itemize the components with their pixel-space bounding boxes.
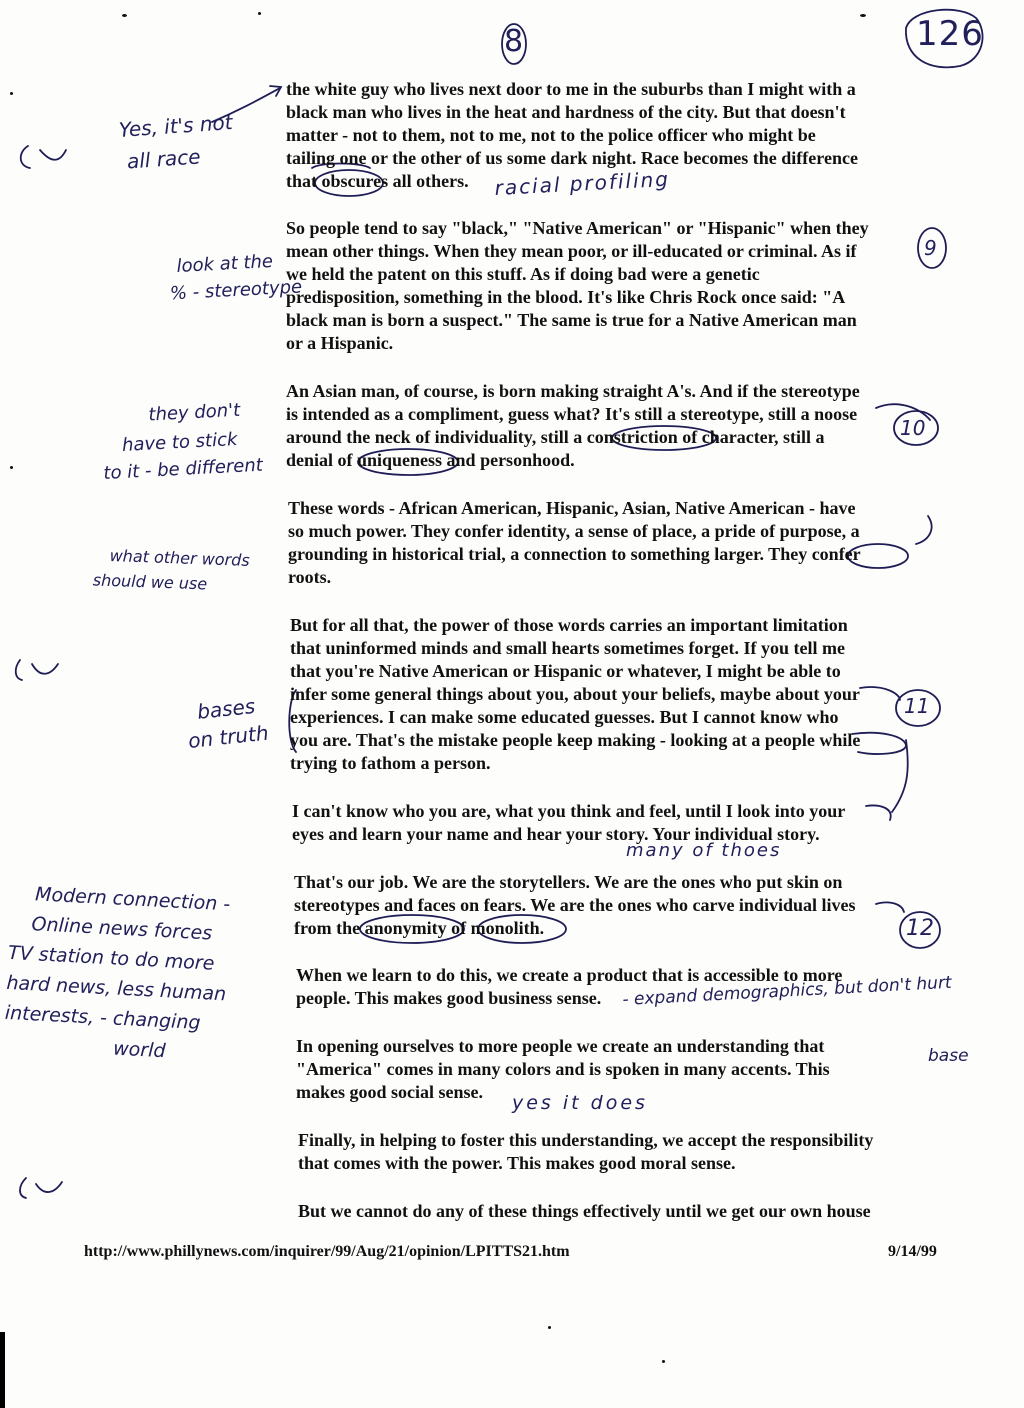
margin-number-10: 10: [900, 416, 926, 440]
paragraph-5: [290, 614, 860, 775]
annotation-yes-its-not: [118, 110, 236, 174]
text-line: When we learn to do this, we create a product that is accessible to more: [296, 965, 843, 985]
annotation-line: they don't: [147, 399, 241, 426]
footer-date: 9/14/99: [888, 1243, 937, 1260]
text-line: That's our job. We are the storytellers. We are the ones who put skin on: [294, 872, 843, 892]
scan-speck: [860, 14, 866, 17]
annotation-base: base: [928, 1046, 969, 1066]
text-line: An Asian man, of course, is born making straight A's. And if the stereotype: [286, 381, 860, 401]
text-line: "America" comes in many colors and is spoken in many accents. This: [296, 1059, 830, 1079]
margin-arc-2: [16, 660, 58, 680]
text-line: roots.: [288, 567, 332, 587]
scan-speck: [122, 14, 127, 17]
annotation-expand-demographics: - expand demographics, but don't hurt: [622, 972, 953, 1010]
text-line: is intended as a compliment, guess what? It's still a stereotype, still a noose: [286, 404, 858, 424]
text-line: denial of uniqueness and personhood.: [286, 450, 575, 470]
annotation-line: % - stereotype: [169, 276, 303, 305]
annotation-what-other-words: [92, 546, 250, 595]
margin-number-12: 12: [906, 916, 934, 941]
scan-speck: [258, 12, 261, 15]
annotation-modern-connection: [3, 878, 232, 1069]
text-line: makes good social sense.: [296, 1082, 484, 1102]
margin-arc-3: [20, 1178, 62, 1198]
annotation-line: bases: [196, 693, 257, 724]
text-line: These words - African American, Hispanic, Asian, Native American - have: [288, 498, 856, 518]
text-line: tailing one or the other of us some dark night. Race becomes the difference: [286, 148, 858, 168]
text-line: around the neck of individuality, still a constriction of character, still a: [286, 427, 825, 447]
text-line: matter - not to them, not to me, not to the police officer who might be: [286, 125, 816, 145]
margin-number-11: 11: [904, 694, 930, 718]
text-line: mean other things. When they mean poor, or ill-educated or criminal. As if: [286, 241, 857, 261]
scan-speck: [10, 466, 13, 469]
annotation-line: Modern connection -: [34, 883, 231, 916]
text-line: black man who lives in the heat and hardness of the city. But that doesn't: [286, 102, 846, 122]
text-line: the white guy who lives next door to me in the suburbs than I might with a: [286, 79, 856, 99]
margin-arc-1: [21, 146, 66, 168]
annotation-line: world: [112, 1037, 167, 1063]
margin-number-9: 9: [924, 236, 937, 260]
text-line: that you're Native American or Hispanic or whatever, I might be able to: [290, 661, 841, 681]
text-line: that uninformed minds and small hearts sometimes forget. If you tell me: [290, 638, 845, 658]
paragraph-7: [294, 871, 855, 940]
annotation-line: Yes, it's not: [118, 110, 234, 142]
text-line: from the anonymity of monolith.: [294, 918, 545, 938]
annotation-line: look at the: [176, 250, 274, 277]
text-line: experiences. I can make some educated guesses. But I cannot know who: [290, 707, 839, 727]
text-line: that comes with the power. This makes good moral sense.: [298, 1153, 736, 1173]
text-line: infer some general things about you, about your beliefs, maybe about your: [290, 684, 860, 704]
text-line: grounding in historical trial, a connection to something larger. They confer: [288, 544, 861, 564]
footer-url: http://www.phillynews.com/inquirer/99/Aug/21/opinion/LPITTS21.htm: [84, 1243, 570, 1260]
annotation-many-of-those: many of thoes: [626, 840, 782, 861]
annotation-line: Online news forces: [31, 913, 213, 945]
text-line: we held the patent on this stuff. As if doing bad were a genetic: [286, 264, 760, 284]
scan-speck: [10, 92, 13, 95]
arrow-top-head: [270, 86, 281, 96]
text-line: Finally, in helping to foster this understanding, we accept the responsibility: [298, 1130, 874, 1150]
circle-your-2: [866, 806, 891, 820]
annotation-line: TV station to do more: [7, 941, 215, 975]
annotation-line: have to stick: [121, 428, 238, 456]
annotation-yes-it-does: yes it does: [512, 1092, 648, 1114]
annotation-line: all race: [126, 144, 202, 174]
paragraph-11: [298, 1200, 871, 1223]
circle-your: [860, 687, 900, 700]
corner-page-number: 126: [916, 14, 984, 54]
text-line: trying to fathom a person.: [290, 753, 491, 773]
text-line: In opening ourselves to more people we create an understanding that: [296, 1036, 825, 1056]
annotation-line: should we use: [92, 570, 208, 594]
paragraph-10: [298, 1129, 873, 1175]
text-line: so much power. They confer identity, a sense of place, a pride of purpose, a: [288, 521, 860, 541]
annotation-look-at: [169, 249, 303, 305]
text-line: I can't know who you are, what you think and feel, until I look into your: [292, 801, 846, 821]
paragraph-2: [286, 217, 869, 355]
annotation-line: to it - be different: [102, 454, 264, 484]
annotation-line: hard news, less human: [5, 971, 227, 1006]
text-line: stereotypes and faces on fears. We are the ones who carve individual lives: [294, 895, 856, 915]
scan-speck: [548, 1326, 551, 1329]
paragraph-4: [288, 497, 861, 589]
paragraph-3: [286, 380, 860, 472]
annotation-line: interests, - changing: [4, 1001, 202, 1035]
scan-edge-bar: [0, 1332, 5, 1408]
annotation-they-dont: [102, 399, 264, 484]
text-line: or a Hispanic.: [286, 333, 394, 353]
line-to-12: [876, 902, 904, 912]
scan-speck: [662, 1360, 665, 1363]
text-line: So people tend to say "black," "Native American" or "Hispanic" when they: [286, 218, 869, 238]
text-line: you are. That's the mistake people keep making - looking at a people while: [290, 730, 861, 750]
circled-page-number: 8: [504, 24, 524, 59]
annotation-line: on truth: [186, 720, 270, 753]
annotation-racial-profiling: racial profiling: [494, 166, 671, 200]
text-line: eyes and learn your name and hear your story. Your individual story.: [292, 824, 820, 844]
annotation-bases-on-truth: [186, 693, 270, 753]
text-line: But for all that, the power of those words carries an important limitation: [290, 615, 848, 635]
text-line: black man is born a suspect." The same is true for a Native American man: [286, 310, 857, 330]
text-line: that obscures all others.: [286, 171, 469, 191]
line-from-11: [892, 740, 908, 812]
text-line: But we cannot do any of these things effectively until we get our own house: [298, 1201, 871, 1221]
text-line: predisposition, something in the blood. It's like Chris Rock once said: "A: [286, 287, 846, 307]
right-margin-tick: [916, 516, 932, 544]
annotation-line: what other words: [109, 546, 250, 570]
text-line: people. This makes good business sense.: [296, 988, 602, 1008]
